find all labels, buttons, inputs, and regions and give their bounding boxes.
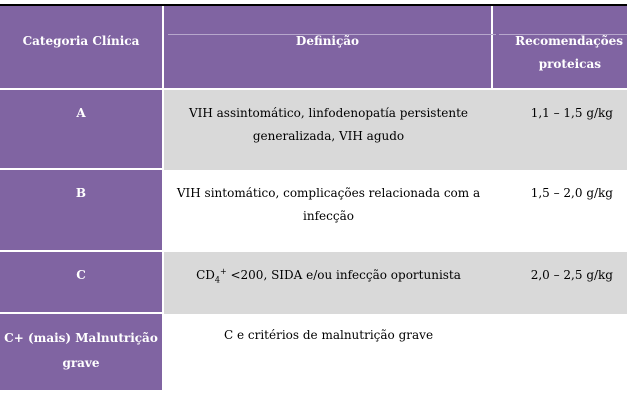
row-category-label-line2: grave [62, 356, 100, 370]
row-definition-line2: infecção [303, 209, 354, 223]
header-recommendations-label-line2: proteicas [538, 57, 601, 71]
row-definition [164, 90, 493, 170]
cd4-prefix: CD [196, 268, 215, 282]
table-row [0, 314, 627, 390]
row-category [0, 170, 164, 252]
row-recommendation [493, 252, 627, 314]
table-row [0, 170, 627, 252]
row-recommendation-value: 1,1 – 1,5 g/kg [530, 106, 613, 120]
row-definition [164, 252, 493, 314]
cd4-superscript: + [219, 267, 227, 276]
row-recommendation-value: 2,0 – 2,5 g/kg [530, 268, 613, 282]
row-category-label: A [76, 106, 86, 120]
row-definition [164, 314, 493, 390]
header-category [0, 6, 164, 90]
header-category-label: Categoria Clínica [22, 34, 140, 48]
row-category [0, 252, 164, 314]
row-recommendation [493, 170, 627, 252]
protein-recommendations-table [0, 4, 627, 390]
row-recommendation [493, 314, 627, 390]
table-row [0, 90, 627, 170]
row-definition-line1: VIH assintomático, linfodenopatía persistente [188, 106, 469, 120]
table-row [0, 252, 627, 314]
header-recommendations [493, 6, 627, 90]
table-header-row [0, 6, 627, 90]
row-category-label: B [75, 186, 87, 200]
header-definition-label: Definição [295, 34, 360, 48]
header-definition [164, 6, 493, 90]
row-recommendation-value: 1,5 – 2,0 g/kg [530, 186, 613, 200]
row-category [0, 314, 164, 390]
header-recommendations-label-line1: Recomendações [515, 34, 623, 48]
row-category-label-line1: C+ (mais) Malnutrição [4, 331, 158, 345]
cd4-subscript: 4 [214, 275, 220, 285]
row-definition-line1: VIH sintomático, complicações relacionada com a [176, 186, 481, 200]
row-definition-text: C e critérios de malnutrição grave [223, 328, 434, 342]
row-definition-line2: generalizada, VIH agudo [252, 129, 405, 143]
row-recommendation [493, 90, 627, 170]
row-category-label: C [76, 268, 86, 282]
row-category [0, 90, 164, 170]
row-definition-rest: <200, SIDA e/ou infecção oportunista [226, 268, 461, 282]
row-definition [164, 170, 493, 252]
